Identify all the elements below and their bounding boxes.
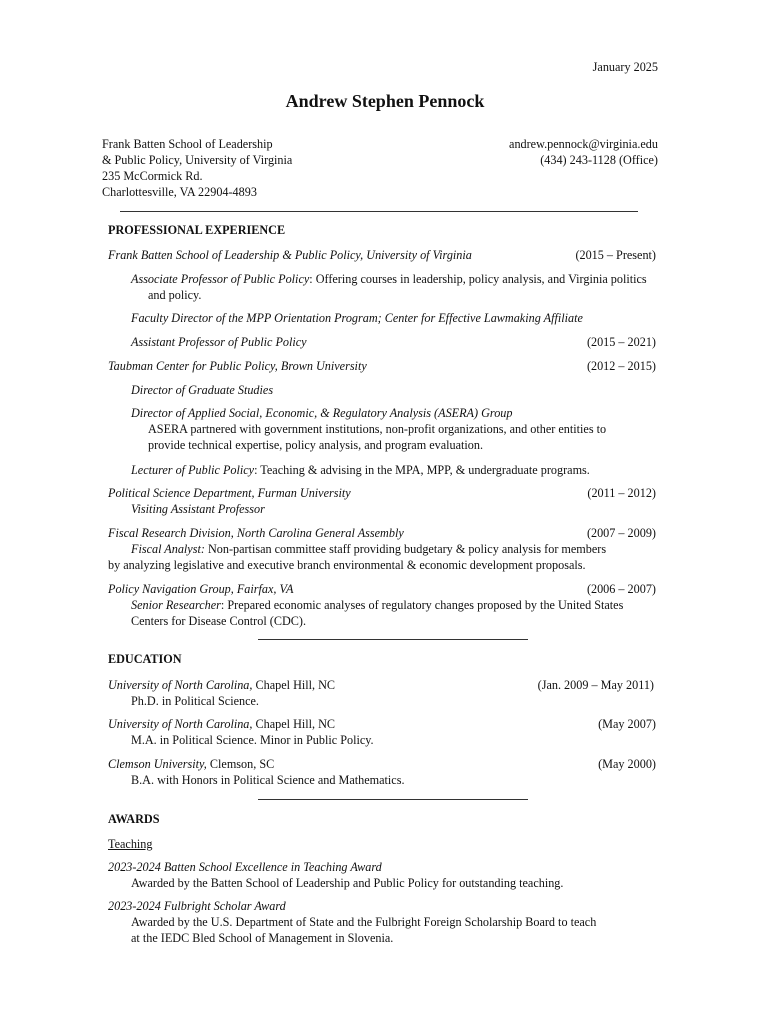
role-title: Assistant Professor of Public Policy — [131, 335, 307, 349]
header-divider — [120, 211, 638, 212]
role-title: Associate Professor of Public Policy — [131, 272, 310, 286]
exp-dates-ncga: (2007 – 2009) — [586, 526, 656, 540]
edu-dates: (May 2007) — [598, 717, 656, 731]
email-link[interactable]: andrew.pennock@virginia.edu — [509, 137, 658, 151]
address-line-3: 235 McCormick Rd. — [102, 169, 203, 183]
edu-dates: (May 2000) — [598, 757, 656, 771]
section-divider — [258, 799, 528, 800]
exp-org-batten: Frank Batten School of Leadership & Public Policy, University of Virginia — [108, 248, 472, 262]
phone-number: (434) 243-1128 (Office) — [540, 153, 658, 167]
exp-dates-png: (2006 – 2007) — [586, 582, 656, 596]
exp-org-png: Policy Navigation Group, Fairfax, VA — [108, 582, 294, 596]
role-description: : Offering courses in leadership, policy analysis, and Virginia politics — [309, 272, 647, 286]
exp-dates-batten: (2015 – Present) — [575, 248, 656, 262]
edu-school-line — [108, 756, 274, 772]
edu-location: Clemson, SC — [206, 757, 275, 771]
role-description: ASERA partnered with government institutions, non-profit organizations, and other entities to — [148, 422, 607, 436]
edu-location: Chapel Hill, NC — [252, 678, 336, 692]
role-description-cont: and policy. — [148, 288, 202, 302]
role-description-cont: provide technical expertise, policy analysis, and program evaluation. — [148, 438, 484, 452]
role-title: Senior Researcher — [131, 598, 221, 612]
role-title: Visiting Assistant Professor — [131, 502, 265, 516]
role-title: Director of Graduate Studies — [131, 383, 274, 397]
role-dates: (2015 – 2021) — [586, 335, 656, 349]
award-description-cont: at the IEDC Bled School of Management in Slovenia. — [131, 931, 394, 945]
edu-school: University of North Carolina, — [108, 717, 253, 731]
exp-role-line — [131, 541, 606, 557]
edu-degree: B.A. with Honors in Political Science and Mathematics. — [131, 773, 405, 787]
exp-role-line — [131, 597, 623, 613]
edu-dates: (Jan. 2009 – May 2011) — [537, 678, 654, 692]
exp-org-furman: Political Science Department, Furman University — [108, 486, 351, 500]
cv-name: Andrew Stephen Pennock — [285, 91, 485, 111]
role-title: Fiscal Analyst: — [131, 542, 205, 556]
role-description-cont: by analyzing legislative and executive branch environmental & economic development proposals. — [108, 558, 586, 572]
education-heading: EDUCATION — [108, 652, 182, 666]
exp-dates-taubman: (2012 – 2015) — [586, 359, 656, 373]
edu-school: University of North Carolina, — [108, 678, 253, 692]
edu-school: Clemson University, — [108, 757, 207, 771]
exp-org-ncga: Fiscal Research Division, North Carolina General Assembly — [108, 526, 404, 540]
role-description: : Prepared economic analyses of regulatory changes proposed by the United States — [220, 598, 624, 612]
role-description: Non-partisan committee staff providing budgetary & policy analysis for members — [204, 542, 607, 556]
edu-location: Chapel Hill, NC — [252, 717, 336, 731]
experience-heading: PROFESSIONAL EXPERIENCE — [108, 223, 286, 237]
role-title: Lecturer of Public Policy — [131, 463, 255, 477]
exp-role-line — [131, 271, 647, 287]
section-divider — [258, 639, 528, 640]
role-description: : Teaching & advising in the MPA, MPP, & undergraduate programs. — [254, 463, 590, 477]
awards-subheading-teaching: Teaching — [108, 837, 153, 851]
address-line-1: Frank Batten School of Leadership — [102, 137, 273, 151]
exp-role-line — [131, 462, 590, 478]
exp-org-taubman: Taubman Center for Public Policy, Brown University — [108, 359, 367, 373]
award-title: 2023-2024 Batten School Excellence in Teaching Award — [108, 860, 382, 874]
address-line-2: & Public Policy, University of Virginia — [102, 153, 293, 167]
address-line-4: Charlottesville, VA 22904-4893 — [102, 185, 257, 199]
edu-school-line — [108, 716, 335, 732]
role-description-cont: Centers for Disease Control (CDC). — [131, 614, 306, 628]
award-title: 2023-2024 Fulbright Scholar Award — [108, 899, 286, 913]
role-title: Director of Applied Social, Economic, & Regulatory Analysis (ASERA) Group — [131, 406, 513, 420]
edu-degree: Ph.D. in Political Science. — [131, 694, 259, 708]
edu-degree: M.A. in Political Science. Minor in Public Policy. — [131, 733, 374, 747]
award-description: Awarded by the Batten School of Leadership and Public Policy for outstanding teaching. — [131, 876, 564, 890]
role-title: Faculty Director of the MPP Orientation Program; Center for Effective Lawmaking Affiliate — [131, 311, 583, 325]
cv-date: January 2025 — [592, 60, 658, 74]
exp-dates-furman: (2011 – 2012) — [587, 486, 656, 500]
edu-school-line — [108, 677, 335, 693]
award-description: Awarded by the U.S. Department of State and the Fulbright Foreign Scholarship Board to teach — [131, 915, 597, 929]
awards-heading: AWARDS — [108, 812, 160, 826]
